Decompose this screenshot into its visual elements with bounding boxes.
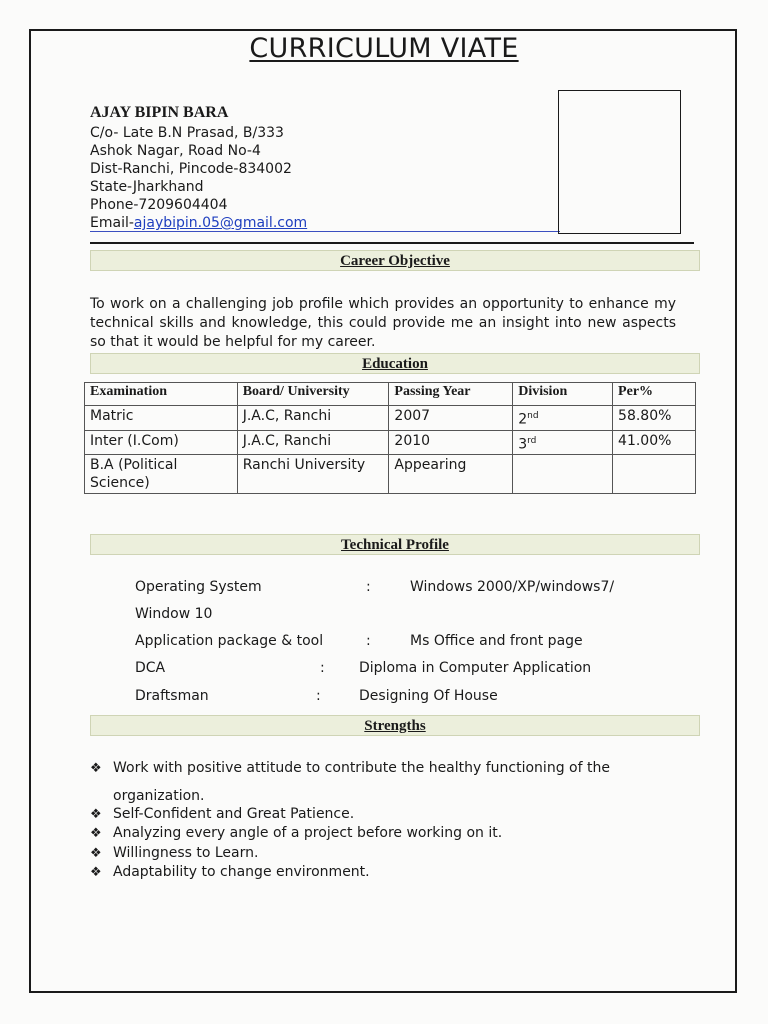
column-header: Per%	[613, 383, 696, 406]
diamond-bullet-icon: ❖	[90, 865, 102, 880]
cell-exam: B.A (Political Science)	[85, 455, 238, 494]
cell-year: Appearing	[389, 455, 513, 494]
address-line: State-Jharkhand	[90, 179, 204, 195]
list-item	[90, 760, 610, 776]
table-row	[85, 406, 696, 431]
cell-year: 2007	[389, 406, 513, 431]
tech-label: DCA	[135, 660, 166, 676]
section-heading-strengths	[90, 715, 700, 736]
document-title: CURRICULUM VIATE	[249, 33, 519, 64]
technical-profile-heading: Technical Profile	[341, 537, 449, 553]
cell-board: J.A.C, Ranchi	[237, 430, 389, 455]
diamond-bullet-icon: ❖	[90, 807, 102, 822]
list-item	[90, 825, 502, 841]
list-item	[90, 845, 258, 861]
diamond-bullet-icon: ❖	[90, 761, 102, 776]
table-header-row	[85, 383, 696, 406]
tech-separator: :	[320, 660, 325, 676]
section-heading-technical-profile	[90, 534, 700, 555]
applicant-name: AJAY BIPIN BARA	[90, 104, 229, 121]
address-line: Ashok Nagar, Road No-4	[90, 143, 261, 159]
address-line: Dist-Ranchi, Pincode-834002	[90, 161, 292, 177]
cell-percent: 41.00%	[613, 430, 696, 455]
column-header: Passing Year	[389, 383, 513, 406]
tech-separator: :	[366, 633, 371, 649]
strength-text: Work with positive attitude to contribute the healthy functioning of the	[113, 760, 610, 776]
education-heading: Education	[362, 356, 428, 372]
cell-board: J.A.C, Ranchi	[237, 406, 389, 431]
cell-year: 2010	[389, 430, 513, 455]
cell-division	[513, 455, 613, 494]
table-row	[85, 430, 696, 455]
table-row	[85, 455, 696, 494]
strengths-heading: Strengths	[364, 718, 426, 734]
tech-label: Operating System	[135, 579, 262, 595]
cell-percent	[613, 455, 696, 494]
column-header: Board/ University	[237, 383, 389, 406]
career-objective-heading: Career Objective	[340, 253, 450, 269]
tech-value: Diploma in Computer Application	[359, 660, 592, 676]
email-link[interactable]: ajaybipin.05@gmail.com	[133, 215, 308, 231]
column-header: Division	[513, 383, 613, 406]
list-item-continued: organization.	[113, 788, 205, 804]
education-table	[84, 382, 696, 494]
division-suffix: rd	[527, 435, 537, 446]
cell-exam: Inter (I.Com)	[85, 430, 238, 455]
section-heading-career-objective	[90, 250, 700, 271]
cell-exam: Matric	[85, 406, 238, 431]
cell-division	[513, 406, 613, 431]
email-line	[90, 214, 307, 232]
division-value: 2	[518, 411, 528, 428]
cell-percent: 58.80%	[613, 406, 696, 431]
photo-placeholder	[558, 90, 681, 234]
header-divider	[90, 242, 694, 244]
tech-separator: :	[366, 579, 371, 595]
section-heading-education	[90, 353, 700, 374]
division-value: 3	[518, 436, 528, 453]
column-header: Examination	[85, 383, 238, 406]
email-underline-rule	[90, 231, 560, 232]
tech-value: Ms Office and front page	[410, 633, 583, 649]
strength-text: Adaptability to change environment.	[113, 864, 370, 880]
strength-text: Willingness to Learn.	[113, 845, 259, 861]
career-objective-text: To work on a challenging job profile which provides an opportunity to enhance my technical skills and knowledge, this could provide me an insight into new aspects so that it would be helpful for my career.	[90, 296, 676, 350]
strength-text: Self-Confident and Great Patience.	[113, 806, 355, 822]
tech-label: Application package & tool	[135, 633, 324, 649]
list-item	[90, 806, 354, 822]
diamond-bullet-icon: ❖	[90, 846, 102, 861]
division-suffix: nd	[527, 411, 539, 421]
diamond-bullet-icon: ❖	[90, 826, 102, 841]
list-item	[90, 864, 370, 880]
tech-separator: :	[316, 688, 321, 704]
address-line: C/o- Late B.N Prasad, B/333	[90, 125, 284, 141]
tech-label: Draftsman	[135, 688, 209, 704]
cell-division	[513, 430, 613, 455]
cell-board: Ranchi University	[237, 455, 389, 494]
tech-value: Designing Of House	[359, 688, 498, 704]
phone-line: Phone-7209604404	[90, 197, 228, 213]
tech-value-continued: Window 10	[135, 606, 213, 622]
strength-text: Analyzing every angle of a project before working on it.	[113, 825, 503, 841]
tech-value: Windows 2000/XP/windows7/	[410, 579, 615, 595]
email-label: Email-	[90, 215, 134, 231]
